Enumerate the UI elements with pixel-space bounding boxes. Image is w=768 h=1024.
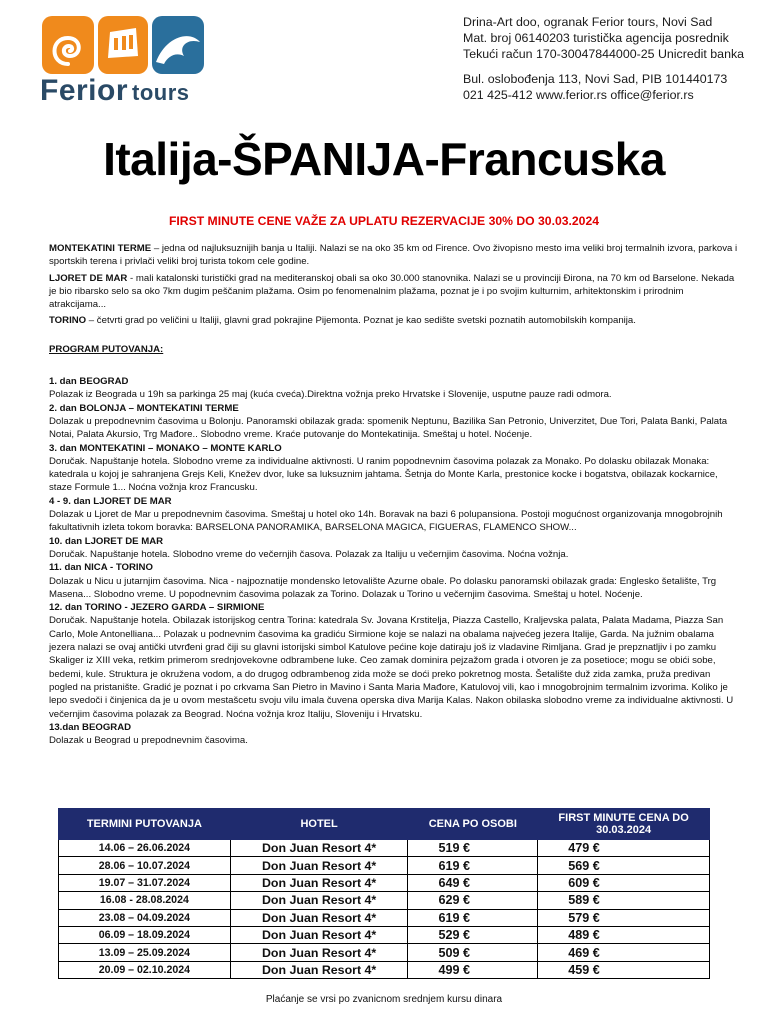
cell-hotel: Don Juan Resort 4* — [230, 840, 408, 857]
day-text: Dolazak u Nicu u jutarnjim časovima. Nica - najpoznatije mondensko letovalište Azurne obale. Po dolasku panoramski obilazak grada: Englesko šetalište, Trg Masena... Slobodno vreme. U popodnevnim časovima polazak za Torino. Dolazak u Torino u večernjim časovima. Smeštaj u hotel. Noćenje. — [49, 575, 717, 600]
cell-price: 629 € — [408, 892, 538, 909]
day-text: Dolazak u prepodnevnim časovima u Bolonju. Panoramski obilazak grada: spomenik Neptunu, Bazilika San Petronio, Univerzitet, Due Tori, Palata Banki, Palata Notai, Palata Akursio, Trg Mađore.. Slobodno vreme. Kraće putovanje do Montekatinija. Smeštaj u hotel. Noćenje. — [49, 415, 728, 441]
table-row — [59, 961, 710, 978]
cell-first-minute-price: 459 € — [538, 961, 710, 978]
company-line: Mat. broj 06140203 turistička agencija posrednik — [463, 31, 729, 46]
day-title: 11. dan NICA - TORINO — [49, 562, 153, 574]
company-line: 021 425-412 www.ferior.rs office@ferior.rs — [463, 87, 694, 102]
cell-price: 619 € — [408, 857, 538, 874]
table-row — [59, 944, 710, 961]
table-row — [59, 874, 710, 891]
cell-first-minute-price: 479 € — [538, 840, 710, 857]
intro-paragraph: MONTEKATINI TERME – jedna od najluksuznijih banja u Italiji. Nalazi se na oko 35 km od Firence. Ovo živopisno mesto ima veliki broj termalnih izvora, parkova i sportskih terena i privlači veliki broj turista tokom cele godine. — [49, 243, 738, 268]
cell-price: 499 € — [408, 961, 538, 978]
page-title: Italija-ŠPANIJA-Francuska — [103, 133, 665, 185]
header-hotel: HOTEL — [230, 809, 408, 840]
brand-name-text: Ferior — [40, 74, 129, 107]
intro-paragraph: TORINO – četvrti grad po veličini u Italiji, glavni grad pokrajine Pijemonta. Poznat je kao sedište svetski poznatih automobilskih kompanija. — [49, 315, 636, 327]
cell-dates: 06.09 – 18.09.2024 — [59, 926, 231, 943]
cell-dates: 13.09 – 25.09.2024 — [59, 944, 231, 961]
cell-hotel: Don Juan Resort 4* — [230, 909, 408, 926]
cell-first-minute-price: 569 € — [538, 857, 710, 874]
day-text: Polazak iz Beograda u 19h sa parkinga 25 maj (kuća cveća).Direktna vožnja preko Hrvatske i Slovenije, usputne pauze radi odmora. — [49, 389, 612, 401]
cell-first-minute-price: 489 € — [538, 926, 710, 943]
cell-price: 529 € — [408, 926, 538, 943]
brand-name — [40, 74, 190, 108]
day-title: 12. dan TORINO - JEZERO GARDA – SIRMIONE — [49, 602, 265, 614]
header-first-minute: FIRST MINUTE CENA DO 30.03.2024 — [538, 809, 710, 840]
header-termini: TERMINI PUTOVANJA — [59, 809, 231, 840]
cell-dates: 28.06 – 10.07.2024 — [59, 857, 231, 874]
day-text: Doručak. Napuštanje hotela. Slobodno vreme do večernjih časova. Polazak za Italiju u večernjim časovima. Noćna vožnja. — [49, 548, 569, 560]
day-title: 2. dan BOLONJA – MONTEKATINI TERME — [49, 402, 239, 414]
cell-dates: 19.07 – 31.07.2024 — [59, 874, 231, 891]
company-line: Drina-Art doo, ogranak Ferior tours, Novi Sad — [463, 15, 713, 29]
company-line: Tekući račun 170-30047844000-25 Unicredit banka — [463, 47, 745, 62]
intro-paragraph: LJORET DE MAR - mali katalonski turistički grad na mediteranskoj obali sa oko 30.000 stanovnika. Nalazi se u provinciji Đirona, na 70 km od Barselone. Nekada je bio ribarsko selo sa oko 7km dugim peščanim plažama. Osim po fenomenalnim plažama, poznat je i po svojim kulturnim, arhitektonskim i prirodnim atrakcijama... — [49, 272, 735, 311]
brand-suffix: tours — [132, 80, 190, 105]
trip-description — [49, 242, 739, 747]
cell-hotel: Don Juan Resort 4* — [230, 944, 408, 961]
cell-dates: 23.08 – 04.09.2024 — [59, 909, 231, 926]
cell-dates: 16.08 - 28.08.2024 — [59, 892, 231, 909]
day-title: 3. dan MONTEKATINI – MONAKO – MONTE KARLO — [49, 442, 282, 454]
company-info — [463, 14, 763, 103]
cell-hotel: Don Juan Resort 4* — [230, 857, 408, 874]
cell-dates: 14.06 – 26.06.2024 — [59, 840, 231, 857]
price-table — [58, 808, 710, 979]
cell-first-minute-price: 589 € — [538, 892, 710, 909]
day-text: Dolazak u Ljoret de Mar u prepodnevnim časovima. Smeštaj u hotel oko 14h. Boravak na bazi 6 polupansiona. Postoji mogućnost organizovanja mnogobrojnih fakultativnih izleta tokom boravka: BARSELONA PANORAMIKA, BARSELONA MAGICA, FIGUERAS, FLAMENCO SHOW... — [49, 509, 723, 534]
cell-first-minute-price: 609 € — [538, 874, 710, 891]
logo-graphic — [38, 12, 208, 82]
cell-hotel: Don Juan Resort 4* — [230, 874, 408, 891]
payment-footnote: Plaćanje se vrsi po zvanicnom srednjem kursu dinara — [265, 994, 503, 1005]
day-title: 10. dan LJORET DE MAR — [49, 535, 164, 547]
table-row — [59, 892, 710, 909]
header-cena: CENA PO OSOBI — [408, 809, 538, 840]
program-heading: PROGRAM PUTOVANJA: — [49, 343, 164, 355]
day-text: Dolazak u Beograd u prepodnevnim časovima. — [49, 735, 248, 747]
cell-hotel: Don Juan Resort 4* — [230, 892, 408, 909]
table-row — [59, 857, 710, 874]
table-row — [59, 926, 710, 943]
day-text: Doručak. Napuštanje hotela. Obilazak istorijskog centra Torina: katedrala Sv. Jovana Krstitelja, Piazza Castello, Kraljevska palata, Palata Madama, Piazza San Carlo, Mole Antonelliana... Polazak u podnevnim časovima ka gradiću Sirmione koje se nalazi na obalama najvećeg jezera Italije, Garda. Na južnim obalama jezera nalazi se ovaj antički utvrđeni grad čiji su glavni istorijski simbol Katulove pećine koje datiraju još iz vladavine Rimljana. Grad je prepznatljiv i po zamku Skaliger iz XIII veka, retkim primerom srednjovekovne odbrambene luke. Ceo zamak dominira pejzažom grada i otvoren je za posetioce; mogu se obići sobe, bedemi, kule. Struktura je okružena vodom, a do drugog odbrambenog zida može se doći preko pokretnog mosta. Šetalište duž zida zamka, pruža predivan pogled na pristanište. Gradić je poznat i po crkvama San Pietro in Mavino i Santa Maria Mađore, Katulovoj vili, kao i mnogobrojnim termalnim izvorima. Koliko je lepo svedoči i činjenica da je u ovom mestašcetu svoju vilu imala čuvena operska diva Marija Kalas. Nakon obilaska slobodno vreme za individualne aktivnosti. U večernjim časovima polazak za Beograd. Noćna vožnja kroz Italiju, Sloveniju i Hrvatsku. — [49, 615, 734, 720]
cell-price: 649 € — [408, 874, 538, 891]
company-line: Bul. oslobođenja 113, Novi Sad, PIB 101440173 — [463, 71, 728, 86]
promo-banner: FIRST MINUTE CENE VAŽE ZA UPLATU REZERVACIJE 30% DO 30.03.2024 — [168, 214, 600, 228]
cell-first-minute-price: 469 € — [538, 944, 710, 961]
table-row — [59, 840, 710, 857]
cell-price: 509 € — [408, 944, 538, 961]
cell-dates: 20.09 – 02.10.2024 — [59, 961, 231, 978]
day-text: Doručak. Napuštanje hotela. Slobodno vreme za individualne aktivnosti. U ranim popodnevnim časovima polazak za Monako. Po dolasku obilazak Monaka: katedrala u kojoj je sahranjena Grejs Keli, Knežev dvor, luke sa luksuznim jahtama. Šetnja do Monte Karla, prestonice kocke i bogatstva, obilazak kockarnice, staze Formule 1... Noćna vožnja kroz Francusku. — [49, 455, 718, 494]
day-title: 4 - 9. dan LJORET DE MAR — [49, 495, 172, 507]
cell-price: 519 € — [408, 840, 538, 857]
day-title: 13.dan BEOGRAD — [49, 721, 132, 733]
cell-first-minute-price: 579 € — [538, 909, 710, 926]
cell-price: 619 € — [408, 909, 538, 926]
table-row — [59, 909, 710, 926]
cell-hotel: Don Juan Resort 4* — [230, 926, 408, 943]
day-title: 1. dan BEOGRAD — [49, 376, 129, 388]
table-header-row — [59, 809, 710, 840]
cell-hotel: Don Juan Resort 4* — [230, 961, 408, 978]
